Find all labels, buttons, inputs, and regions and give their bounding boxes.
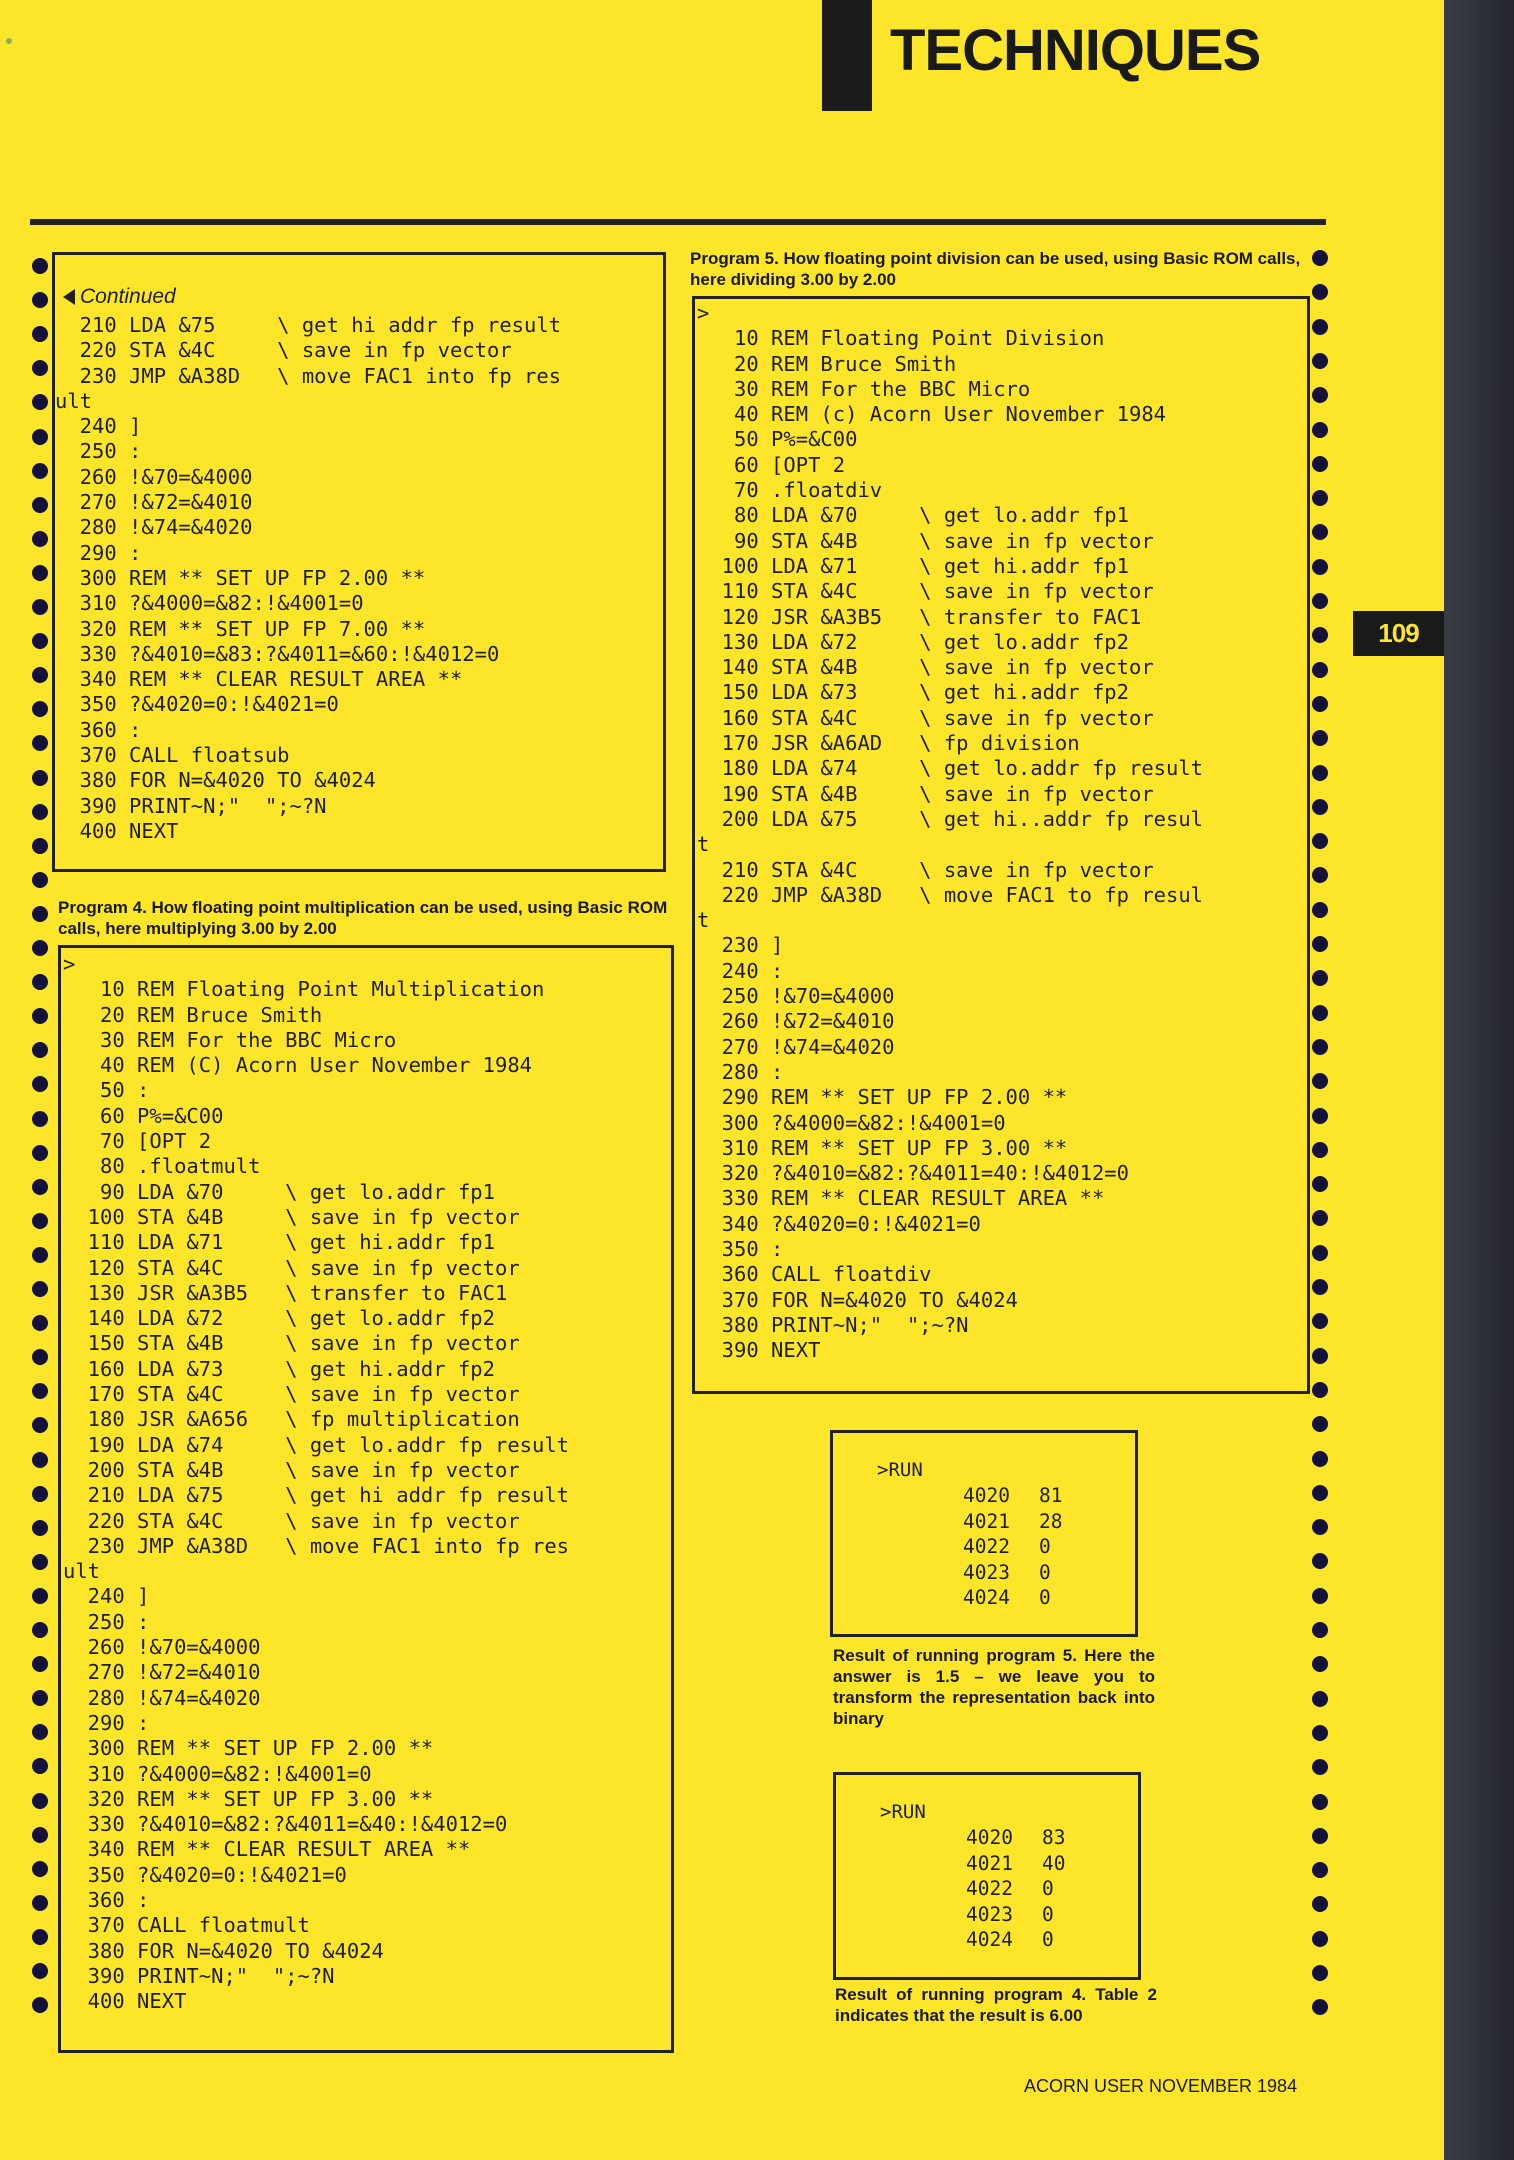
binder-hole: [32, 258, 48, 274]
binder-hole: [1312, 1416, 1328, 1432]
binder-hole: [32, 872, 48, 888]
result4-box: [833, 1772, 1141, 1980]
binder-hole: [1312, 1828, 1328, 1844]
binder-hole: [32, 770, 48, 786]
footer-issue: ACORN USER NOVEMBER 1984: [1024, 2076, 1298, 2096]
result5-table: [963, 1483, 1062, 1611]
binder-hole: [1312, 662, 1328, 678]
binder-hole: [32, 1213, 48, 1229]
result-row: [966, 1902, 1065, 1928]
binder-hole: [32, 531, 48, 547]
header-black-block: [822, 0, 872, 111]
binder-hole: [32, 1076, 48, 1092]
binder-hole: [1312, 1176, 1328, 1192]
binder-hole: [1312, 1725, 1328, 1741]
binder-hole: [1312, 1245, 1328, 1261]
result-address: 4021: [966, 1851, 1013, 1875]
result-address: 4021: [963, 1509, 1010, 1533]
program4-listing-box: [58, 945, 674, 2053]
binder-hole: [1312, 490, 1328, 506]
green-speck-mark: [6, 38, 12, 44]
result-row: [963, 1585, 1062, 1611]
binder-hole: [1312, 1313, 1328, 1329]
binder-hole: [32, 1520, 48, 1536]
continued-listing-box: [52, 252, 666, 872]
binder-hole: [32, 292, 48, 308]
binder-hole: [32, 940, 48, 956]
binder-hole: [32, 394, 48, 410]
binder-hole: [1312, 833, 1328, 849]
result-value: 0: [1039, 1586, 1051, 1610]
result-row: [966, 1927, 1065, 1953]
binder-hole: [32, 1827, 48, 1843]
binder-hole: [32, 1861, 48, 1877]
binder-hole: [1312, 867, 1328, 883]
binder-hole: [32, 360, 48, 376]
binder-hole: [32, 1417, 48, 1433]
binder-hole: [1312, 1759, 1328, 1775]
binder-hole: [1312, 1210, 1328, 1226]
binder-hole: [1312, 1553, 1328, 1569]
binder-hole: [32, 1315, 48, 1331]
binder-hole: [32, 1554, 48, 1570]
continued-label: [63, 285, 663, 309]
binder-hole: [32, 838, 48, 854]
result-address: 4023: [966, 1902, 1013, 1926]
binder-hole: [1312, 1005, 1328, 1021]
binder-hole: [1312, 765, 1328, 781]
section-title: TECHNIQUES: [890, 18, 1261, 83]
binder-hole: [1312, 1896, 1328, 1912]
result4-prompt: >RUN: [880, 1801, 926, 1823]
binder-hole: [32, 633, 48, 649]
binder-hole: [1312, 902, 1328, 918]
binder-hole: [1312, 1965, 1328, 1981]
binder-hole: [1312, 1039, 1328, 1055]
binder-hole: [32, 1724, 48, 1740]
binder-hole: [32, 1042, 48, 1058]
binder-hole: [32, 565, 48, 581]
binder-hole: [1312, 524, 1328, 540]
binder-hole: [1312, 1485, 1328, 1501]
result-value: 0: [1039, 1535, 1051, 1559]
binder-hole: [1312, 1794, 1328, 1810]
binder-hole: [1312, 627, 1328, 643]
binder-hole: [1312, 1108, 1328, 1124]
binder-hole: [32, 429, 48, 445]
continued-code: 210 LDA &75 \ get hi addr fp result 220 STA &4C \ save in fp vector 230 JMP &A38D \ move FAC1 into fp res ult 240 ] 250 : 260 !&70=&4000 270 !&72=&4010 280 !&74=&4020 290 : 300 REM ** SET UP FP 2.00 ** 310 ?&4000=&82:!&4001=0 320 REM ** SET UP FP 7.00 ** 330 ?&4010=&83:?&4011=&60:!&4012=0 340 REM ** CLEAR RESULT AREA ** 350 ?&4020=0:!&4021=0 360 : 370 CALL floatsub 380 FOR N=&4020 TO &4024 390 PRINT~N;" ";~?N 400 NEXT: [55, 313, 562, 843]
program4-caption: Program 4. How floating point multiplication can be used, using Basic ROM calls, here multiplying 3.00 by 2.00: [58, 898, 668, 938]
result-value: 28: [1039, 1509, 1063, 1533]
result-address: 4024: [963, 1586, 1010, 1610]
result5-box: [830, 1430, 1138, 1637]
binder-hole: [1312, 1382, 1328, 1398]
page-edge-shadow: [1444, 0, 1514, 2160]
binder-hole: [32, 1179, 48, 1195]
binder-hole: [1312, 250, 1328, 266]
program5-caption: Program 5. How floating point division can be used, using Basic ROM calls, here dividing 3.00 by 2.00: [690, 249, 1301, 289]
binder-hole: [32, 1383, 48, 1399]
program5-code: > 10 REM Floating Point Division 20 REM Bruce Smith 30 REM For the BBC Micro 40 REM (c) Acorn User November 1984 50 P%=&C00 60 [OPT 2 70 .floatdiv 80 LDA &70 \ get lo.addr fp1 90 STA &4B \ save in fp vector 100 LDA &71 \ get hi.addr fp1 110 STA &4C \ save in fp vector 120 JSR &A3B5 \ transfer to FAC1 130 LDA &72 \ get lo.addr fp2 140 STA &4B \ save in fp vector 150 LDA &73 \ get hi.addr fp2 160 STA &4C \ save in fp vector 170 JSR &A6AD \ fp division 180 LDA &74 \ get lo.addr fp result 190 STA &4B \ save in fp vector 200 LDA &75 \ get hi..addr fp resul t 210 STA &4C \ save in fp vector 220 JMP &A38D \ move FAC1 to fp resul t 230 ] 240 : 250 !&70=&4000 260 !&72=&4010 270 !&74=&4020 280 : 290 REM ** SET UP FP 2.00 ** 300 ?&4000=&82:!&4001=0 310 REM ** SET UP FP 3.00 ** 320 ?&4010=&82:?&4011=40:!&4012=0 330 REM ** CLEAR RESULT AREA ** 340 ?&4020=0:!&4021=0 350 : 360 CALL floatdiv 370 FOR N=&4020 TO &4024 380 PRINT~N;" ";~?N 390 NEXT: [697, 301, 1204, 1363]
result-value: 40: [1042, 1851, 1066, 1875]
result-address: 4020: [963, 1484, 1010, 1508]
binder-hole: [32, 1758, 48, 1774]
binder-hole: [1312, 1862, 1328, 1878]
binder-hole: [32, 1656, 48, 1672]
binder-hole: [1312, 456, 1328, 472]
result-value: 0: [1042, 1877, 1054, 1901]
result-row: [966, 1825, 1065, 1851]
binder-hole: [1312, 1142, 1328, 1158]
result-address: 4023: [963, 1560, 1010, 1584]
binder-hole: [1312, 799, 1328, 815]
binder-hole: [1312, 284, 1328, 300]
binder-hole: [1312, 1622, 1328, 1638]
binder-hole: [32, 1281, 48, 1297]
result-value: 81: [1039, 1484, 1063, 1508]
binder-hole: [1312, 593, 1328, 609]
binder-hole: [32, 667, 48, 683]
result-address: 4024: [966, 1928, 1013, 1952]
binder-hole: [1312, 1931, 1328, 1947]
binder-hole: [32, 1452, 48, 1468]
program5-listing-box: [692, 296, 1310, 1394]
result-value: 0: [1042, 1902, 1054, 1926]
binder-hole: [1312, 353, 1328, 369]
binder-hole: [1312, 970, 1328, 986]
binder-hole: [32, 1622, 48, 1638]
result5-caption: Result of running program 5. Here the answer is 1.5 – we leave you to transform the representation back into binary: [833, 1646, 1155, 1728]
binder-hole: [32, 1793, 48, 1809]
result-value: 0: [1039, 1560, 1051, 1584]
binder-hole: [32, 463, 48, 479]
binder-hole: [32, 326, 48, 342]
result-address: 4020: [966, 1826, 1013, 1850]
header-rule: [30, 219, 1326, 225]
left-arrow-icon: [63, 289, 75, 305]
binder-hole: [1312, 1656, 1328, 1672]
binder-hole: [1312, 1588, 1328, 1604]
binder-hole: [32, 1929, 48, 1945]
continued-text: Continued: [80, 285, 176, 308]
binder-hole: [32, 1588, 48, 1604]
result5-prompt: >RUN: [877, 1459, 923, 1481]
binder-hole: [32, 1690, 48, 1706]
page-number-tab: 109: [1353, 611, 1444, 656]
binder-hole: [32, 974, 48, 990]
binder-hole: [32, 1997, 48, 2013]
binder-hole: [32, 1895, 48, 1911]
binder-hole: [32, 1963, 48, 1979]
binder-hole: [1312, 1279, 1328, 1295]
result-row: [963, 1560, 1062, 1586]
binder-hole: [1312, 1451, 1328, 1467]
result-row: [963, 1534, 1062, 1560]
binder-hole: [1312, 1999, 1328, 2015]
binder-hole: [1312, 1073, 1328, 1089]
binder-hole: [1312, 422, 1328, 438]
binder-hole: [32, 599, 48, 615]
binder-hole: [1312, 387, 1328, 403]
result4-table: [966, 1825, 1065, 1953]
result-address: 4022: [966, 1877, 1013, 1901]
result-value: 83: [1042, 1826, 1066, 1850]
binder-hole: [32, 701, 48, 717]
binder-hole: [1312, 730, 1328, 746]
binder-hole: [32, 1349, 48, 1365]
binder-hole: [1312, 696, 1328, 712]
binder-hole: [32, 906, 48, 922]
binder-hole: [32, 1145, 48, 1161]
result-value: 0: [1042, 1928, 1054, 1952]
binder-hole: [1312, 1691, 1328, 1707]
binder-hole: [1312, 1519, 1328, 1535]
result-address: 4022: [963, 1535, 1010, 1559]
binder-hole: [32, 1111, 48, 1127]
binder-hole: [32, 1247, 48, 1263]
binder-hole: [1312, 936, 1328, 952]
binder-hole: [32, 735, 48, 751]
binder-hole: [32, 497, 48, 513]
program4-code: > 10 REM Floating Point Multiplication 20 REM Bruce Smith 30 REM For the BBC Micro 40 REM (C) Acorn User November 1984 50 : 60 P%=&C00 70 [OPT 2 80 .floatmult 90 LDA &70 \ get lo.addr fp1 100 STA &4B \ save in fp vector 110 LDA &71 \ get hi.addr fp1 120 STA &4C \ save in fp vector 130 JSR &A3B5 \ transfer to FAC1 140 LDA &72 \ get lo.addr fp2 150 STA &4B \ save in fp vector 160 LDA &73 \ get hi.addr fp2 170 STA &4C \ save in fp vector 180 JSR &A656 \ fp multiplication 190 LDA &74 \ get lo.addr fp result 200 STA &4B \ save in fp vector 210 LDA &75 \ get hi addr fp result 220 STA &4C \ save in fp vector 230 JMP &A38D \ move FAC1 into fp res ult 240 ] 250 : 260 !&70=&4000 270 !&72=&4010 280 !&74=&4020 290 : 300 REM ** SET UP FP 2.00 ** 310 ?&4000=&82:!&4001=0 320 REM ** SET UP FP 3.00 ** 330 ?&4010=&82:?&4011=&40:!&4012=0 340 REM ** CLEAR RESULT AREA ** 350 ?&4020=0:!&4021=0 360 : 370 CALL floatmult 380 FOR N=&4020 TO &4024 390 PRINT~N;" ";~?N 400 NEXT: [63, 952, 570, 2014]
binder-hole: [1312, 1348, 1328, 1364]
binder-hole: [1312, 319, 1328, 335]
result4-caption: Result of running program 4. Table 2 indicates that the result is 6.00: [835, 1985, 1157, 2025]
binder-hole: [32, 1008, 48, 1024]
result-row: [963, 1509, 1062, 1535]
binder-hole: [1312, 559, 1328, 575]
result-row: [966, 1876, 1065, 1902]
result-row: [963, 1483, 1062, 1509]
binder-hole: [32, 804, 48, 820]
result-row: [966, 1851, 1065, 1877]
binder-hole: [32, 1486, 48, 1502]
